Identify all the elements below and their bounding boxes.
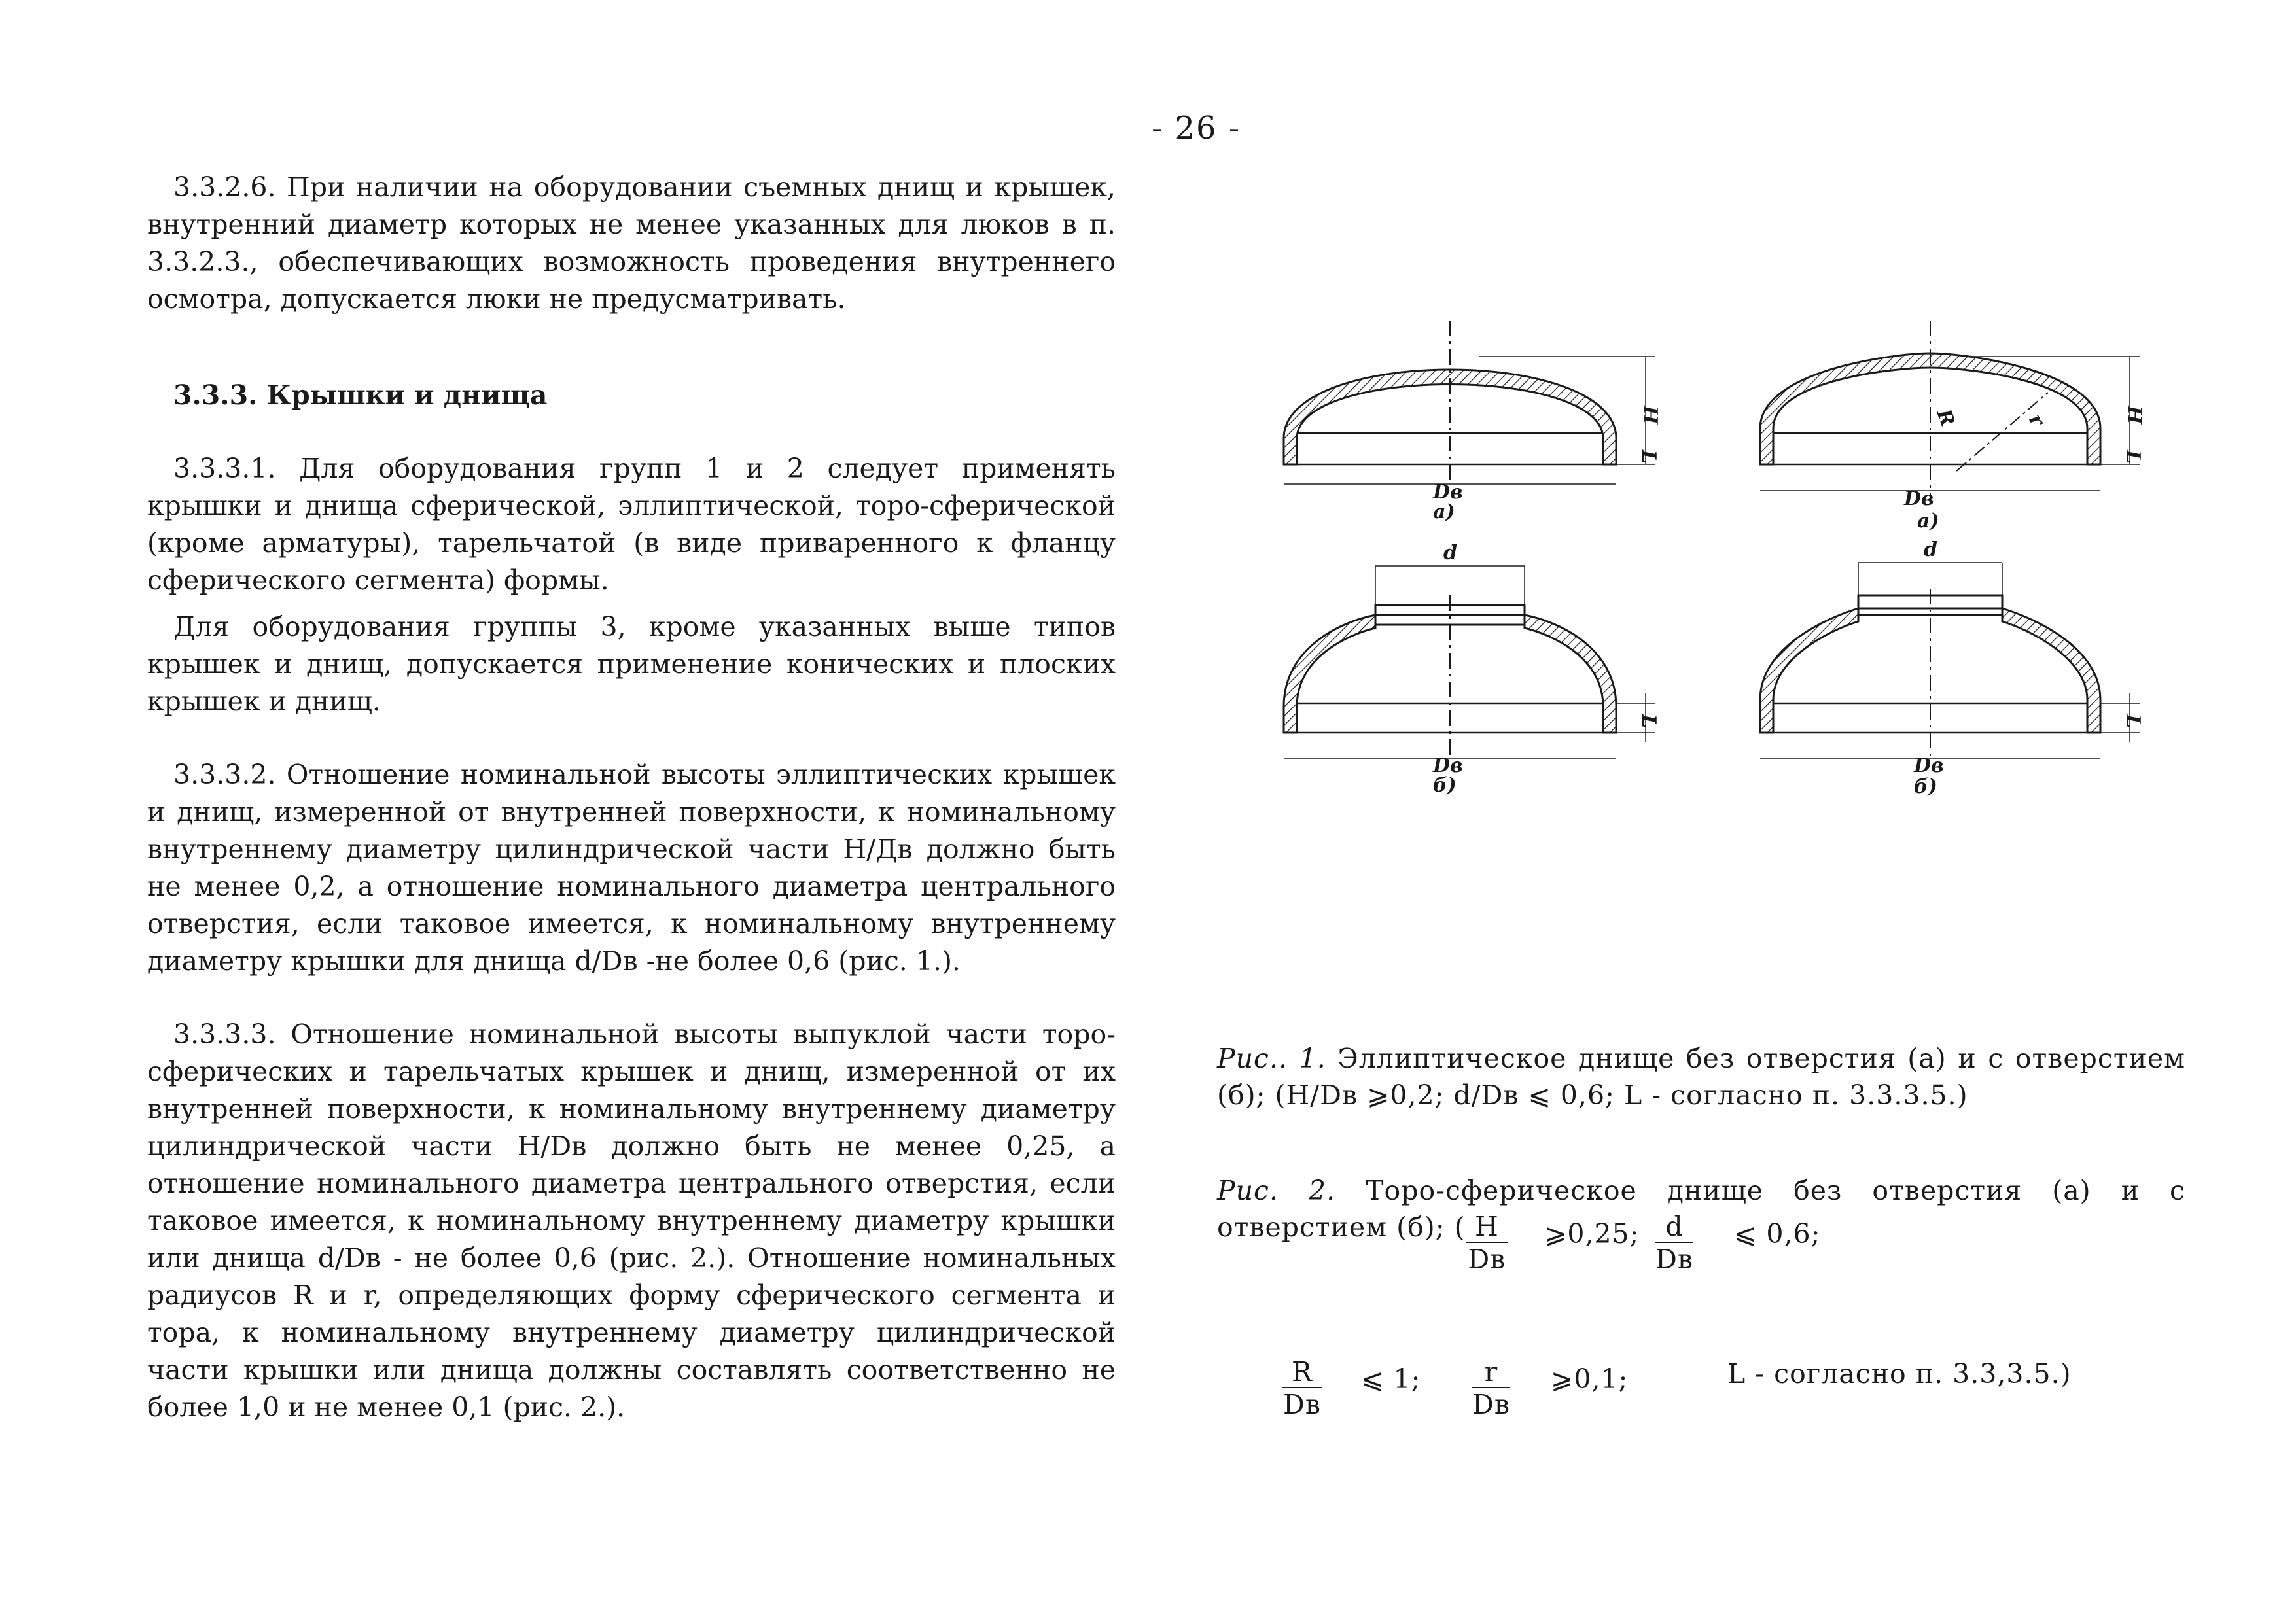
fraction-numerator: H [1466,1212,1508,1243]
figure-captions [1217,1040,2185,1442]
relation-1: ⩾0,25; [1544,1218,1640,1249]
fig1-caption-title: Рис.. 1. [1217,1043,1326,1074]
fraction-denominator: Dв [1655,1244,1693,1275]
db-dim-label: Dв [1433,481,1463,504]
r-big-label: R [1932,406,1959,430]
fraction-r-db [1282,1357,1322,1421]
formula-row-1 [1217,1211,2185,1331]
fraction-h-db [1466,1212,1508,1276]
fraction-denominator: Dв [1472,1389,1510,1420]
db-dim-label-3: Dв [1433,754,1463,777]
fig1-caption [1217,1040,2185,1113]
d-dim-label: d [1443,542,1457,565]
db-dim-label-4: Dв [1914,754,1944,777]
fig1-elliptical-head-b [1284,542,1660,797]
paragraph-3-3-3-2: 3.3.3.2. Отношение номинальной высоты эллиптических крышек и днищ, измеренной от внутренней поверхности, к номинальному внутреннему диаметру цилиндрической части Н/Дв должно быть не менее 0,2, а отношение номинального диаметра центрального отверстия, если таковое имеется, к номинальному внутреннему диаметру крышки для днища d/Dв -не более 0,6 (рис. 1.). [147,759,1116,977]
fraction-rsmall-db [1472,1357,1510,1421]
text-column [147,169,1116,1426]
fraction-d-db [1655,1212,1693,1276]
l-dim-label-4: L [2121,714,2144,729]
db-dim-label-2: Dв [1904,487,1934,510]
h-dim-label-2: H [2123,406,2146,425]
l-dim-label: L [1637,450,1660,464]
fraction-denominator: Dв [1282,1389,1321,1420]
relation-3: ⩽ 1; [1361,1363,1421,1395]
section-heading: 3.3.3. Крышки и днища [173,379,548,411]
l-dim-label-3: L [1637,714,1660,729]
fig2-torispherical-head-b [1760,538,2144,798]
fraction-numerator: r [1472,1357,1510,1388]
fraction-numerator: R [1282,1357,1322,1388]
l-reference: L - согласно п. 3.3,3.5.) [1727,1358,2072,1389]
paragraph-3-3-3-1-b: Для оборудования группы 3, кроме указанных выше типов крышек и днищ, допускается применение конических и плоских крышек и днищ. [147,611,1116,717]
fig1-b-label: б) [1433,774,1457,797]
fig2-caption-text: Торо-сферическое днище без отверстия (а) и с отверстием (б); ( [1217,1175,2186,1243]
fraction-denominator: Dв [1468,1244,1506,1275]
d-dim-label-2: d [1924,538,1937,561]
fig2-caption-title: Рис. 2. [1217,1175,1336,1206]
fig1-caption-text: Эллиптическое днище без отверстия (а) и с отверстием (б); (Н/Dв ⩾0,2; d/Dв ⩽ 0,6; L - согласно п. 3.3.3.5.) [1217,1043,2185,1111]
fig2-a-label: а) [1917,510,1939,532]
paragraph-3-3-2-6: 3.3.2.6. При наличии на оборудовании съемных днищ и крышек, внутренний диаметр которых не менее указанных для люков в п. 3.3.2.3., обеспечивающих возможность проведения внутреннего осмотра, допускается люки не предусматривать. [147,171,1116,315]
head-drawings [1276,307,2153,831]
l-dim-label-2: L [2121,450,2144,464]
h-dim-label: H [1638,406,1661,425]
page-number: - 26 - [1152,110,1241,147]
paragraph-3-3-3-3: 3.3.3.3. Отношение номинальной высоты выпуклой части торо-сферических и тарельчатых крышек и днищ, измеренной от их внутренней поверхности, к номинальному внутреннему диаметру цилиндрической части Н/Dв должно быть не менее 0,25, а отношение номинального диаметра центрального отверстия, если таковое имеется, к номинальному внутреннему диаметру крышки или днища d/Dв - не более 0,6 (рис. 2.). Отношение номинальных радиусов R и r, определяющих форму сферического сегмента и тора, к номинальному внутреннему диаметру цилиндрической части крышки или днища должны составлять соответственно не более 1,0 и не менее 0,1 (рис. 2.). [147,1019,1116,1423]
fig1-a-label: а) [1433,500,1455,523]
paragraph-3-3-3-1: 3.3.3.1. Для оборудования групп 1 и 2 следует применять крышки и днища сферической, эллиптической, торо-сферической (кроме арматуры), тарельчатой (в виде приваренного к фланцу сферического сегмента) формы. [147,453,1116,596]
fig1-elliptical-head-a [1284,321,1661,523]
r-small-label: r [2024,410,2049,430]
fig2-torispherical-head-a [1760,321,2146,532]
relation-4: ⩾0,1; [1551,1363,1629,1395]
fraction-numerator: d [1655,1212,1693,1243]
fig2-b-label: б) [1914,775,1937,798]
relation-2: ⩽ 0,6; [1734,1218,1821,1249]
figures-area [1276,307,2153,831]
formula-row-2 [1217,1357,2185,1442]
fig2-caption [1217,1172,2185,1246]
